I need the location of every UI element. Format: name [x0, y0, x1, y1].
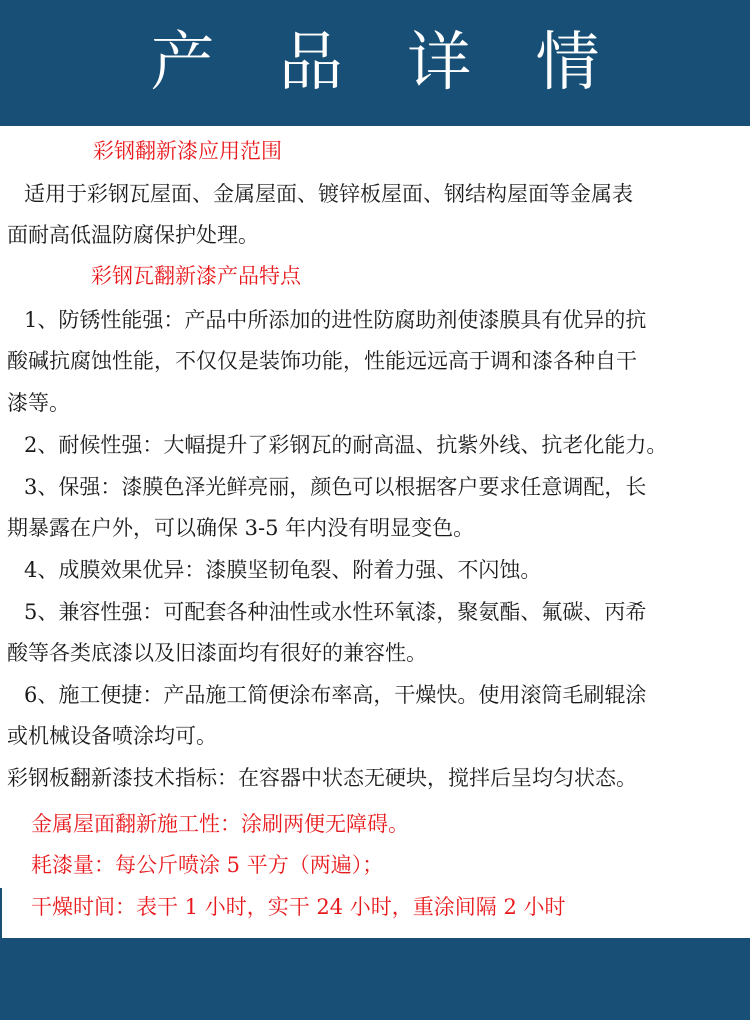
feature-3-line-2: 期暴露在户外，可以确保 3-5 年内没有明显变色。	[7, 516, 475, 540]
footer-banner	[0, 938, 750, 1020]
page-title: 产 品 详 情	[150, 26, 622, 100]
feature-5-line-2: 酸等各类底漆以及旧漆面均有很好的兼容性。	[7, 641, 427, 665]
feature-6-line-1: 6、施工便捷：产品施工简便涂布率高，干燥快。使用滚筒毛刷辊涂	[24, 683, 647, 707]
construction-note: 金属屋面翻新施工性：涂刷两便无障碍。	[31, 812, 409, 836]
feature-2-line-1: 2、耐候性强：大幅提升了彩钢瓦的耐高温、抗紫外线、抗老化能力。	[24, 433, 668, 457]
header-banner	[0, 0, 750, 126]
features-heading: 彩钢瓦翻新漆产品特点	[91, 264, 301, 288]
feature-3-line-1: 3、保强：漆膜色泽光鲜亮丽，颜色可以根据客户要求任意调配，长	[24, 475, 647, 499]
scope-heading: 彩钢翻新漆应用范围	[93, 139, 282, 163]
left-divider	[0, 888, 2, 938]
drying-time-note: 干燥时间：表干 1 小时，实干 24 小时，重涂间隔 2 小时	[31, 895, 566, 919]
feature-6-line-2: 或机械设备喷涂均可。	[7, 724, 217, 748]
feature-5-line-1: 5、兼容性强：可配套各种油性或水性环氧漆，聚氨酯、氟碳、丙希	[24, 600, 647, 624]
scope-text-line-2: 面耐高低温防腐保护处理。	[7, 223, 259, 247]
scope-text-line-1: 适用于彩钢瓦屋面、金属屋面、镀锌板屋面、钢结构屋面等金属表	[24, 182, 633, 206]
feature-1-line-3: 漆等。	[7, 391, 70, 415]
feature-1-line-2: 酸碱抗腐蚀性能，不仅仅是装饰功能，性能远远高于调和漆各种自干	[7, 349, 637, 373]
coverage-note: 耗漆量：每公斤喷涂 5 平方（两遍）；	[31, 853, 384, 877]
feature-4-line-1: 4、成膜效果优异：漆膜坚韧龟裂、附着力强、不闪蚀。	[24, 558, 542, 582]
spec-line: 彩钢板翻新漆技术指标：在容器中状态无硬块，搅拌后呈均匀状态。	[7, 766, 637, 790]
product-details-content	[0, 126, 750, 938]
feature-1-line-1: 1、防锈性能强：产品中所添加的进性防腐助剂使漆膜具有优异的抗	[24, 308, 647, 332]
